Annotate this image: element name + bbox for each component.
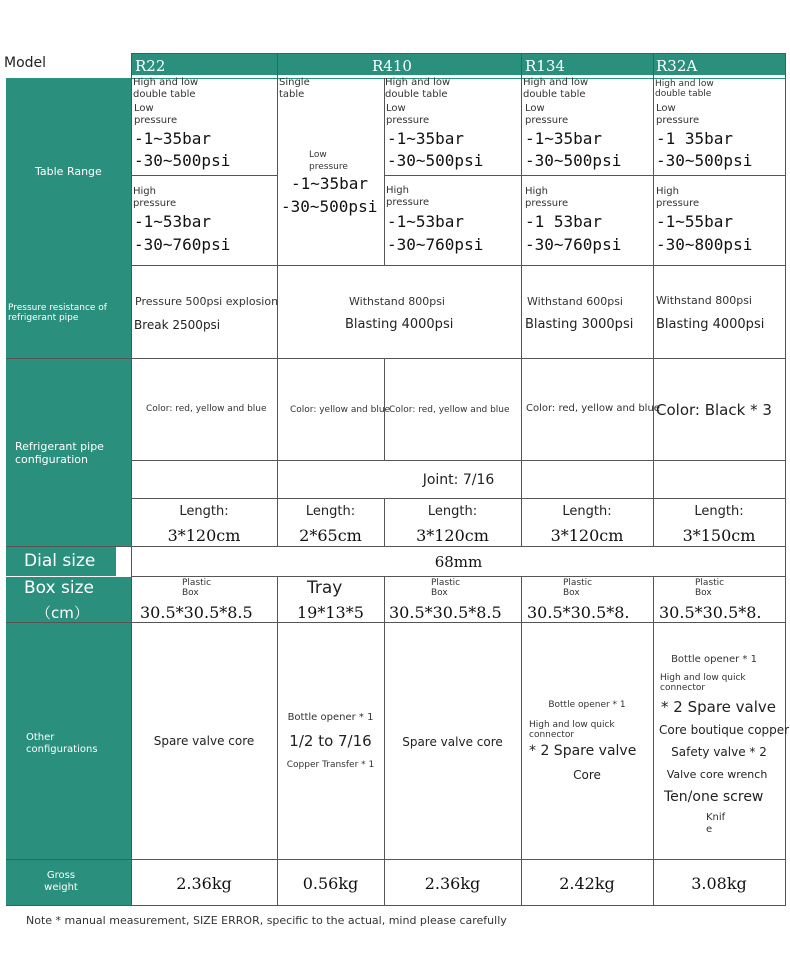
r22-weight: 2.36kg	[176, 874, 232, 893]
r410-double-type: High and low double table	[385, 77, 451, 100]
r410-single-length-label: Length:	[305, 504, 356, 519]
r32a-pressure-b: Blasting 4000psi	[656, 317, 765, 332]
header-r410: R410	[372, 57, 412, 75]
dial-size-label: Dial size	[24, 551, 96, 571]
r134-pipe-color: Color: red, yellow and blue	[526, 403, 660, 414]
r410-single-other-2: 1/2 to 7/16	[289, 732, 372, 750]
header-r32a: R32A	[656, 57, 698, 75]
label-column-lower	[6, 623, 131, 905]
r134-other-2: High and low quick connector	[529, 720, 615, 740]
pipe-label: Refrigerant pipe configuration	[15, 440, 104, 466]
r32a-length: 3*150cm	[682, 526, 756, 545]
footnote: Note * manual measurement, SIZE ERROR, specific to the actual, mind please carefully	[26, 914, 507, 927]
r22-length: 3*120cm	[167, 526, 241, 545]
r134-length-label: Length:	[562, 504, 612, 519]
model-label: Model	[4, 55, 47, 71]
pressure-label: Pressure resistance of refrigerant pipe	[8, 303, 107, 323]
gross-weight-label: Gross weight	[44, 870, 78, 893]
r134-low-label: Low pressure	[525, 103, 569, 126]
r22-pressure-b: Break 2500psi	[134, 318, 221, 332]
r32a-other-6: Valve core wrench	[666, 768, 768, 781]
r22-low-label: Low pressure	[134, 103, 178, 126]
r410-single-other-3: Copper Transfer * 1	[286, 760, 375, 770]
other-label: Other configurations	[26, 732, 98, 755]
r410-double-length-label: Length:	[427, 504, 478, 519]
r410-single-pipe-color: Color: yellow and blue	[290, 405, 391, 415]
r134-box-type: Plastic Box	[563, 578, 593, 598]
r410-single-length: 2*65cm	[299, 526, 362, 545]
r22-high-psi: -30~760psi	[134, 235, 231, 254]
r410-double-box-value: 30.5*30.5*8.5	[389, 603, 502, 622]
r32a-type: High and low double table	[655, 79, 714, 99]
r32a-high-bar: -1~55bar	[656, 212, 734, 231]
r22-pipe-color: Color: red, yellow and blue	[146, 404, 267, 414]
r22-low-bar: -1~35bar	[134, 129, 212, 148]
box-size-label: Box size	[24, 578, 94, 598]
r134-weight: 2.42kg	[559, 874, 615, 893]
dial-size-value: 68mm	[434, 553, 483, 571]
r32a-other-3: * 2 Spare valve	[661, 698, 776, 716]
r22-type: High and low double table	[133, 77, 199, 100]
r22-high-label: High pressure	[133, 186, 177, 209]
r22-pressure-a: Pressure 500psi explosion	[135, 295, 279, 308]
r410-single-box-type: Tray	[307, 578, 343, 598]
header-r22: R22	[135, 57, 166, 75]
r22-box-type: Plastic Box	[182, 578, 212, 598]
r32a-low-psi: -30~500psi	[656, 151, 753, 170]
r410-double-other: Spare valve core	[402, 735, 503, 749]
r410-single-bar: -1~35bar	[291, 174, 369, 193]
r32a-box-value: 30.5*30.5*8.	[659, 603, 762, 622]
r410-double-high-psi: -30~760psi	[387, 235, 484, 254]
r410-double-length: 3*120cm	[416, 526, 489, 545]
r134-high-label: High pressure	[525, 186, 569, 209]
r32a-pressure-a: Withstand 800psi	[656, 294, 752, 307]
r410-double-high-bar: -1~53bar	[387, 212, 465, 231]
r32a-weight: 3.08kg	[691, 874, 747, 893]
r410-double-pipe-color: Color: red, yellow and blue	[389, 405, 510, 415]
header-r134: R134	[525, 57, 565, 75]
r134-box-value: 30.5*30.5*8.	[527, 603, 630, 622]
r410-single-weight: 0.56kg	[302, 874, 359, 893]
r410-double-low-label: Low pressure	[386, 103, 430, 126]
r410-double-low-bar: -1~35bar	[387, 129, 465, 148]
r134-low-bar: -1~35bar	[525, 129, 603, 148]
r32a-other-5: Safety valve * 2	[671, 745, 767, 759]
r32a-high-label: High pressure	[656, 186, 700, 209]
r134-pressure-a: Withstand 600psi	[527, 295, 623, 308]
r32a-other-7: Ten/one screw	[664, 789, 764, 805]
r134-high-psi: -30~760psi	[525, 235, 622, 254]
r32a-other-2: High and low quick connector	[660, 673, 746, 693]
r410-single-low-label: Low pressure	[309, 150, 348, 172]
r32a-box-type: Plastic Box	[695, 578, 725, 598]
r32a-high-psi: -30~800psi	[656, 235, 753, 254]
r410-double-high-label: High pressure	[386, 185, 430, 208]
r32a-other-8: Knif e	[706, 812, 726, 835]
r32a-low-label: Low pressure	[656, 103, 700, 126]
r410-double-weight: 2.36kg	[424, 874, 481, 893]
r22-low-psi: -30~500psi	[134, 151, 231, 170]
r410-pressure-a: Withstand 800psi	[349, 295, 445, 308]
r22-length-label: Length:	[179, 504, 229, 519]
r410-single-psi: -30~500psi	[281, 197, 378, 216]
table-range-label: Table Range	[35, 165, 102, 178]
r410-double-box-type: Plastic Box	[431, 578, 461, 598]
r22-high-bar: -1~53bar	[134, 212, 212, 231]
r22-box-value: 30.5*30.5*8.5	[140, 603, 253, 622]
r134-length: 3*120cm	[550, 526, 624, 545]
r410-single-other-1: Bottle opener * 1	[287, 712, 374, 723]
r410-double-low-psi: -30~500psi	[387, 151, 484, 170]
r32a-other-1: Bottle opener * 1	[671, 654, 757, 665]
pipe-joint: Joint: 7/16	[422, 472, 495, 488]
r32a-other-4: Core boutique copper	[659, 723, 790, 737]
r134-high-bar: -1 53bar	[525, 212, 603, 231]
r32a-length-label: Length:	[694, 504, 744, 519]
r134-pressure-b: Blasting 3000psi	[525, 317, 634, 332]
r32a-low-bar: -1 35bar	[656, 129, 734, 148]
r134-other-1: Bottle opener * 1	[548, 700, 626, 710]
r22-other: Spare valve core	[153, 734, 255, 748]
r410-pressure-b: Blasting 4000psi	[345, 317, 454, 332]
r410-single-box-value: 19*13*5	[297, 603, 364, 622]
box-size-unit: （cm）	[36, 604, 89, 622]
r134-other-4: Core	[573, 768, 601, 782]
r134-type: High and low double table	[523, 77, 589, 100]
r134-low-psi: -30~500psi	[525, 151, 622, 170]
r410-single-type: Single table	[279, 77, 310, 100]
r32a-pipe-color: Color: Black * 3	[656, 401, 772, 419]
r134-other-3: * 2 Spare valve	[529, 743, 637, 759]
